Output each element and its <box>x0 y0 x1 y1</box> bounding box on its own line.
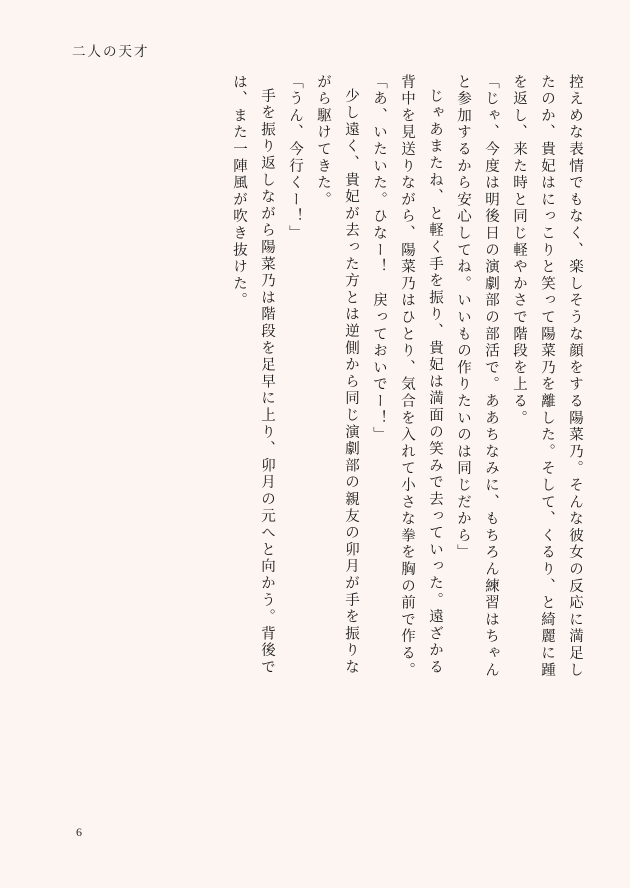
text-column: 手を振り返しながら陽菜乃は階段を足早に上り、卯月の元へと向かう。背後で <box>259 88 275 676</box>
text-column: じゃあまたね、と軽く手を振り、貴妃は満面の笑みで去っていった。遠ざかる <box>427 88 443 676</box>
text-column: 「うん、今行くー！」 <box>287 74 303 242</box>
text-column: は、また一陣風が吹き抜けた。 <box>231 74 247 310</box>
page-header-title: 二人の天才 <box>72 44 150 59</box>
vertical-text-body <box>56 74 582 802</box>
text-column: 少し遠く、貴妃が去った方とは逆側から同じ演劇部の親友の卯月が手を振りな <box>343 88 359 676</box>
text-column: 「じゃ、今度は明後日の演劇部の部活で。ああちなみに、もちろん練習はちゃん <box>483 74 499 679</box>
text-column: と参加するから安心してね。いいもの作りたいのは同じだから」 <box>455 74 471 562</box>
text-column: を返し、来た時と同じ軽やかさで階段を上る。 <box>511 74 527 427</box>
text-column: 控えめな表情でもなく、楽しそうな顔をする陽菜乃。そんな彼女の反応に満足し <box>567 74 583 679</box>
text-column: 背中を見送りながら、陽菜乃はひとり、気合を入れて小さな拳を胸の前で作る。 <box>399 74 415 679</box>
text-column: がら駆けてきた。 <box>315 74 331 209</box>
text-column: たのか、貴妃はにっこりと笑って陽菜乃を離した。そして、くるり、と綺麗に踵 <box>539 74 555 679</box>
page-number: 6 <box>76 825 82 839</box>
text-column: 「あ、いたいた。ひなー！ 戻っておいでー！」 <box>371 74 387 444</box>
